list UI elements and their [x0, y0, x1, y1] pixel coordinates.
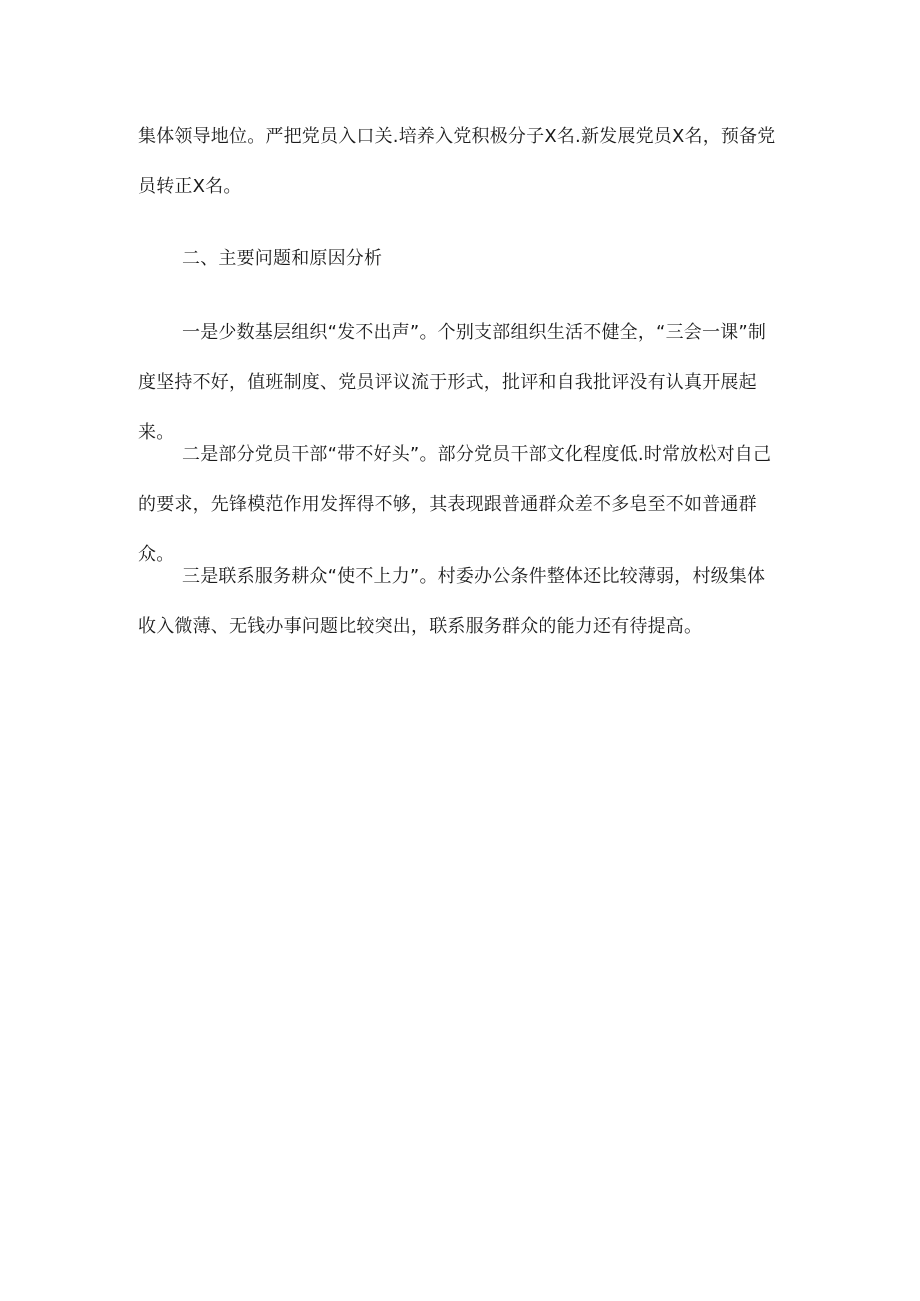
paragraph-continuation: 集体领导地位。严把党员入口关.培养入党积极分子X名.新发展党员X名，预备党员转正X名。 — [138, 126, 776, 197]
section-heading: 二、主要问题和原因分析 — [182, 248, 383, 269]
paragraph-issue-two: 二是部分党员干部“带不好头”。部分党员干部文化程度低.时常放松对自己的要求，先锋模范作用发挥得不够，其表现跟普通群众差不多皂至不如普通群众。 — [138, 444, 772, 565]
paragraph-issue-one: 一是少数基层组织“发不出声”。个别支部组织生活不健全，“三会一课”制度坚持不好，值班制度、党员评议流于形式，批评和自我批评没有认真开展起来。 — [138, 322, 767, 443]
paragraph-issue-three: 三是联系服务耕众“使不上力”。村委办公条件整体还比较薄弱，村级集体收入微薄、无钱办事问题比较突出，联系服务群众的能力还有待提高。 — [138, 566, 766, 637]
